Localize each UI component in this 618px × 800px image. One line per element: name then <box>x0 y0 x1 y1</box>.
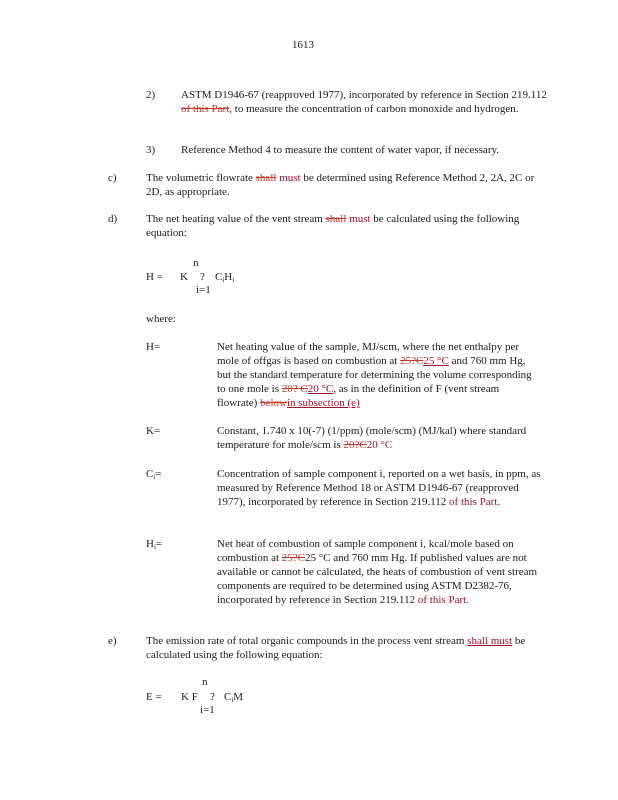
def-k-deleted-1: 20?C <box>343 439 367 451</box>
def-k-term: K= <box>146 425 161 437</box>
item-2-text-a: ASTM D1946-67 (reapproved 1977), incorporated by reference in Section 219.112 <box>181 89 547 101</box>
def-hi-eq: = <box>155 538 163 550</box>
def-h-term: H= <box>146 341 161 353</box>
def-hi-sub: i <box>153 543 156 551</box>
section-c-text-a: The volumetric flowrate <box>146 172 256 184</box>
section-d-text-a: The net heating value of the vent stream <box>146 213 326 225</box>
eq1-c: C <box>215 271 223 283</box>
eq2-term <box>224 690 243 707</box>
eq2-kf: K F <box>181 691 198 703</box>
def-hi-body <box>217 537 547 607</box>
def-ci-t1: Concentration of sample component i, reported on a wet basis, in ppm, as measured by Reference Method 18 or ASTM D1946-67 (reapproved 1977), incorporated by reference in Section 219.112 <box>217 468 541 508</box>
eq2-summation-symbol: ? <box>210 691 215 703</box>
section-e-text-a: The emission rate of total organic compounds in the process vent stream <box>146 635 468 647</box>
def-hi-inserted-1: 25 °C <box>305 552 331 564</box>
item-2-text-b: , to measure the concentration of carbon monoxide and hydrogen. <box>229 103 519 115</box>
eq1-c-sub: i <box>222 276 225 284</box>
section-e-inserted: shall must <box>467 635 513 647</box>
item-3-marker: 3) <box>146 144 156 156</box>
def-hi-deleted-1: 25?C <box>281 552 306 564</box>
section-e-text <box>146 634 536 662</box>
def-k-body <box>217 424 527 452</box>
def-h-body <box>217 340 542 410</box>
section-c-inserted: must <box>276 172 301 184</box>
section-c-marker: c) <box>108 172 117 184</box>
item-2-deleted: of this Part <box>181 103 230 115</box>
eq1-term <box>215 270 234 287</box>
eq1-k: K <box>180 271 188 283</box>
eq1-summation-symbol: ? <box>200 271 205 283</box>
def-ci-added: of this Part. <box>449 496 501 508</box>
where-label: where: <box>146 313 176 325</box>
def-hi-t2: and 760 mm Hg. If published values are not available or cannot be calculated, the heats of combustion of vent stream components are required to be determined using ASTM D2382-76, incorporated by reference in Section 219.112 <box>217 552 538 606</box>
def-ci-sub: i <box>153 473 156 481</box>
def-k-inserted-1: 20 °C <box>366 439 393 451</box>
eq1-h: H <box>224 271 233 283</box>
def-ci-body <box>217 467 542 509</box>
eq1-lower-limit: i=1 <box>196 284 211 296</box>
item-2-text <box>181 88 551 116</box>
section-d-marker: d) <box>108 213 118 225</box>
def-h-deleted-3: below <box>260 397 287 409</box>
def-h-inserted-2: 20 °C <box>307 383 334 395</box>
eq1-upper-limit: n <box>193 257 199 269</box>
def-ci-term <box>146 467 206 484</box>
def-h-deleted-2: 20? C <box>281 383 308 395</box>
def-h-t4: , as in the definition of F (vent stream flowrate) <box>217 383 500 409</box>
def-hi-added: of this Part. <box>417 594 469 606</box>
def-ci-eq: = <box>155 468 162 480</box>
def-h-inserted-1: 25 °C <box>423 355 449 367</box>
eq2-c-sub: i <box>231 696 234 704</box>
section-c-text-b: be determined using Reference Method 2, 2A, 2C or 2D, as appropriate. <box>146 172 535 198</box>
section-e-text-b: be calculated using the following equation: <box>146 635 526 661</box>
section-c-deleted: shall <box>255 172 277 184</box>
section-c-text <box>146 171 546 199</box>
def-h-inserted-3: in subsection (e) <box>286 397 360 409</box>
def-h-t2: and 760 mm Hg, but the standard temperature for determining the volume corresponding to one mole is <box>217 355 532 395</box>
section-d-text-b: be calculated using the following equation: <box>146 213 520 239</box>
def-hi-t1: Net heat of combustion of sample component i, kcal/mole based on combustion at <box>217 538 514 564</box>
def-hi-term <box>146 537 206 554</box>
eq2-m: M <box>233 691 244 703</box>
item-3-text: Reference Method 4 to measure the content of water vapor, if necessary. <box>181 144 500 156</box>
item-2-marker: 2) <box>146 89 156 101</box>
def-h-t1: Net heating value of the sample, MJ/scm, where the net enthalpy per mole of offgas is based on combustion at <box>217 341 520 367</box>
def-h-deleted-1: 25?C <box>400 355 424 367</box>
eq2-upper-limit: n <box>202 676 208 688</box>
eq1-h-sub: i <box>232 276 235 284</box>
section-d-deleted: shall <box>325 213 347 225</box>
section-e-marker: e) <box>108 635 117 647</box>
eq2-c: C <box>224 691 232 703</box>
page-number: 1613 <box>292 39 314 51</box>
def-hi-letter: H <box>146 538 154 550</box>
eq2-lhs: E = <box>146 691 162 703</box>
eq1-lhs: H = <box>146 271 163 283</box>
eq2-lower-limit: i=1 <box>200 704 215 716</box>
section-d-inserted: must <box>346 213 371 225</box>
section-d-text <box>146 212 526 240</box>
def-ci-letter: C <box>146 468 154 480</box>
def-k-t1: Constant, 1.740 x 10(-7) (1/ppm) (mole/scm) (MJ/kal) where standard temperature for mole/scm is <box>217 425 527 451</box>
